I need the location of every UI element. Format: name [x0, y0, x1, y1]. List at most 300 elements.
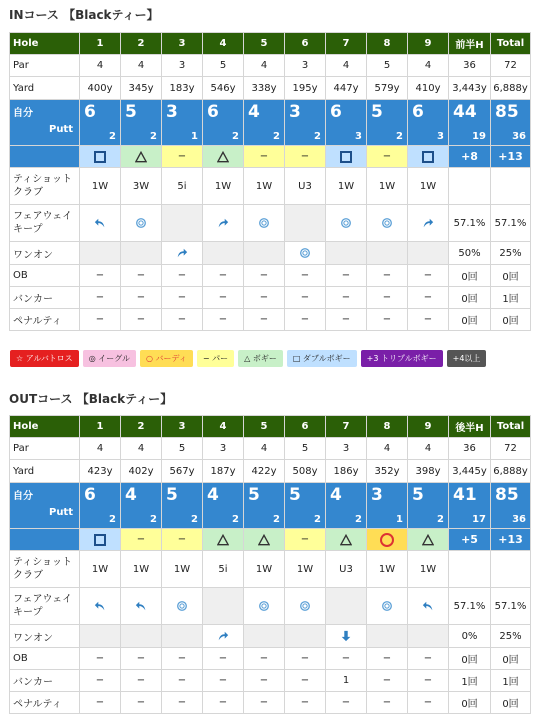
header-row — [10, 33, 531, 55]
one-on-cell — [408, 242, 449, 265]
one-on-label: ワンオン — [10, 242, 80, 265]
header-row-cell: 4 — [203, 33, 244, 55]
bunker-row-cell: 1 — [326, 670, 367, 692]
result-cell — [367, 529, 408, 551]
stroke-count: 44 — [453, 102, 477, 122]
fairway-cell — [408, 205, 449, 242]
penalty-row-cell: − — [326, 309, 367, 331]
putt-count: 2 — [355, 514, 362, 525]
bunker-row — [10, 670, 531, 692]
ob-row-cell: − — [162, 265, 203, 287]
double-circle-icon — [381, 600, 393, 612]
par-row-cell: 4 — [408, 55, 449, 77]
yard-row-cell: 186y — [326, 460, 367, 483]
tee-club-cell — [449, 168, 491, 205]
par-row — [10, 55, 531, 77]
tee-club-cell: U3 — [326, 551, 367, 588]
fairway-label: フェアウェイキープ — [10, 588, 80, 625]
tee-club-cell: 1W — [80, 168, 121, 205]
fairway-cell — [326, 205, 367, 242]
one-on-cell — [285, 242, 326, 265]
stroke-count: 6 — [84, 485, 96, 505]
par-row-cell: 5 — [162, 438, 203, 460]
putt-count: 2 — [273, 514, 280, 525]
par-row-cell: 4 — [80, 438, 121, 460]
bunker-row-cell: 1回 — [491, 670, 531, 692]
penalty-row-cell: − — [367, 309, 408, 331]
result-row — [10, 529, 531, 551]
one-on-row — [10, 625, 531, 648]
fairway-row — [10, 205, 531, 242]
par-row-cell: 4 — [121, 55, 162, 77]
right-arrow-icon — [176, 247, 188, 259]
penalty-row-cell: 0回 — [449, 692, 491, 714]
fairway-cell — [244, 588, 285, 625]
dash-icon: − — [136, 534, 146, 545]
penalty-row-cell: − — [285, 692, 326, 714]
result-cell — [203, 529, 244, 551]
header-row-cell: 前半H — [449, 33, 491, 55]
legend-item: ◎ イーグル — [83, 350, 136, 367]
out-course-title: OUTコース 【Blackティー】 — [9, 392, 173, 406]
tee-club-cell: 1W — [80, 551, 121, 588]
yard-row-cell: 398y — [408, 460, 449, 483]
putt-count: 1 — [191, 131, 198, 142]
penalty-row-cell: − — [80, 309, 121, 331]
one-on-cell — [121, 242, 162, 265]
header-row-cell: 1 — [80, 33, 121, 55]
bunker-row-cell: 1回 — [449, 670, 491, 692]
tee-club-cell: 1W — [326, 168, 367, 205]
yard-row-cell: 345y — [121, 77, 162, 100]
out-scorecard-table — [9, 415, 531, 714]
triangle-icon — [217, 534, 229, 546]
putt-count: 2 — [191, 514, 198, 525]
tee-club-cell: 3W — [121, 168, 162, 205]
one-on-pct: 0% — [449, 625, 491, 648]
result-sum-cell: +13 — [491, 146, 531, 168]
triangle-icon — [135, 151, 147, 163]
ob-row-cell: 0回 — [449, 648, 491, 670]
par-row — [10, 438, 531, 460]
putt-count: 36 — [512, 514, 526, 525]
fairway-label: フェアウェイキープ — [10, 205, 80, 242]
result-cell — [244, 529, 285, 551]
penalty-row-cell: − — [244, 309, 285, 331]
yard-row-cell: 3,445y — [449, 460, 491, 483]
penalty-row-cell: − — [408, 309, 449, 331]
putt-count: 2 — [109, 514, 116, 525]
ob-row-cell: 0回 — [491, 648, 531, 670]
putt-count: 2 — [232, 514, 239, 525]
result-sum-cell: +8 — [449, 146, 491, 168]
result-cell — [326, 146, 367, 168]
yard-row-cell: 410y — [408, 77, 449, 100]
ob-row-cell: − — [162, 648, 203, 670]
score-cell — [408, 483, 449, 529]
bunker-row-cell: − — [203, 287, 244, 309]
ob-row-cell: − — [367, 265, 408, 287]
bunker-row-cell: − — [162, 670, 203, 692]
legend-item: +3 トリプルボギー — [361, 350, 443, 367]
fairway-cell — [244, 205, 285, 242]
one-on-label: ワンオン — [10, 625, 80, 648]
ob-row-cell: − — [326, 648, 367, 670]
yard-row-cell: 183y — [162, 77, 203, 100]
tee-club-cell: U3 — [285, 168, 326, 205]
legend-item: +4以上 — [447, 350, 487, 367]
penalty-row-cell: − — [121, 309, 162, 331]
one-on-cell — [367, 625, 408, 648]
header-row-cell: 4 — [203, 416, 244, 438]
result-label-cell — [10, 529, 80, 551]
fairway-cell — [367, 205, 408, 242]
left-arrow-icon — [135, 600, 147, 612]
left-arrow-icon — [94, 217, 106, 229]
double-circle-icon — [176, 600, 188, 612]
bunker-row-label: バンカー — [10, 670, 80, 692]
tee-club-cell: 1W — [408, 168, 449, 205]
double-circle-icon — [340, 217, 352, 229]
tee-club-cell — [491, 168, 531, 205]
bunker-row — [10, 287, 531, 309]
penalty-row-cell: 0回 — [449, 309, 491, 331]
result-row — [10, 146, 531, 168]
header-row — [10, 416, 531, 438]
double-circle-icon — [258, 600, 270, 612]
in-course-title: INコース 【Blackティー】 — [9, 8, 159, 22]
par-row-cell: 3 — [162, 55, 203, 77]
ob-row-cell: − — [244, 648, 285, 670]
par-row-cell: 4 — [121, 438, 162, 460]
stroke-count: 6 — [84, 102, 96, 122]
result-cell — [408, 146, 449, 168]
penalty-row-cell: − — [121, 692, 162, 714]
tee-club-cell: 1W — [408, 551, 449, 588]
result-cell — [121, 529, 162, 551]
par-row-cell: 5 — [203, 55, 244, 77]
one-on-pct: 50% — [449, 242, 491, 265]
one-on-cell — [162, 625, 203, 648]
one-on-cell — [285, 625, 326, 648]
fairway-cell — [326, 588, 367, 625]
putt-count: 2 — [109, 131, 116, 142]
putt-count: 1 — [396, 514, 403, 525]
result-cell — [244, 146, 285, 168]
tee-club-cell: 5i — [203, 551, 244, 588]
bunker-row-cell: − — [80, 670, 121, 692]
putt-count: 19 — [472, 131, 486, 142]
one-on-cell — [408, 625, 449, 648]
tee-club-cell: 1W — [367, 168, 408, 205]
yard-row-cell: 352y — [367, 460, 408, 483]
par-row-cell: 4 — [80, 55, 121, 77]
header-row-cell: Total — [491, 416, 531, 438]
par-row-cell: 5 — [367, 55, 408, 77]
penalty-row-cell: − — [80, 692, 121, 714]
stroke-count: 4 — [330, 485, 342, 505]
result-cell — [326, 529, 367, 551]
ob-row-cell: − — [367, 648, 408, 670]
dash-icon: − — [382, 151, 392, 162]
stroke-count: 3 — [371, 485, 383, 505]
header-row-cell: 8 — [367, 33, 408, 55]
header-row-cell: 3 — [162, 33, 203, 55]
score-cell — [408, 100, 449, 146]
par-row-cell: 3 — [326, 438, 367, 460]
result-label-cell — [10, 146, 80, 168]
ob-row-cell: − — [285, 648, 326, 670]
double-circle-icon — [381, 217, 393, 229]
penalty-row-cell: − — [367, 692, 408, 714]
bunker-row-cell: − — [285, 670, 326, 692]
one-on-row — [10, 242, 531, 265]
ob-row — [10, 648, 531, 670]
yard-row-cell: 195y — [285, 77, 326, 100]
par-row-cell: 4 — [244, 438, 285, 460]
ob-row-cell: − — [244, 265, 285, 287]
stroke-count: 5 — [248, 485, 260, 505]
result-cell — [203, 146, 244, 168]
right-arrow-icon — [217, 217, 229, 229]
fairway-cell — [162, 588, 203, 625]
penalty-row-cell: − — [408, 692, 449, 714]
one-on-cell — [326, 242, 367, 265]
fairway-pct: 57.1% — [449, 588, 491, 625]
bunker-row-label: バンカー — [10, 287, 80, 309]
one-on-cell — [367, 242, 408, 265]
penalty-row-cell: − — [285, 309, 326, 331]
fairway-cell — [408, 588, 449, 625]
putt-count: 2 — [273, 131, 280, 142]
score-cell — [80, 100, 121, 146]
penalty-row-cell: 0回 — [491, 692, 531, 714]
header-row-cell: 6 — [285, 416, 326, 438]
yard-row-cell: 447y — [326, 77, 367, 100]
tee-club-cell: 1W — [367, 551, 408, 588]
score-cell — [244, 100, 285, 146]
double-circle-icon — [258, 217, 270, 229]
score-cell — [491, 100, 531, 146]
putt-count: 2 — [150, 131, 157, 142]
fairway-row — [10, 588, 531, 625]
par-row-cell: 5 — [285, 438, 326, 460]
bunker-row-cell: − — [121, 670, 162, 692]
bunker-row-cell: − — [367, 670, 408, 692]
header-row-cell: 3 — [162, 416, 203, 438]
stroke-count: 6 — [207, 102, 219, 122]
triangle-icon — [258, 534, 270, 546]
par-row-cell: 4 — [326, 55, 367, 77]
ob-row-cell: − — [203, 265, 244, 287]
penalty-row-cell: − — [326, 692, 367, 714]
putt-count: 2 — [437, 514, 444, 525]
score-cell — [121, 483, 162, 529]
fairway-cell — [203, 588, 244, 625]
legend-item: − パー — [197, 350, 234, 367]
yard-row-cell: 3,443y — [449, 77, 491, 100]
fairway-cell — [285, 205, 326, 242]
par-row-cell: 3 — [203, 438, 244, 460]
legend-item: △ ボギー — [238, 350, 283, 367]
putt-count: 2 — [396, 131, 403, 142]
result-cell — [80, 529, 121, 551]
par-row-cell: 72 — [491, 438, 531, 460]
stroke-count: 6 — [412, 102, 424, 122]
header-row-cell: 2 — [121, 33, 162, 55]
score-cell — [121, 100, 162, 146]
square-icon — [94, 151, 106, 163]
yard-row-cell: 422y — [244, 460, 285, 483]
down-arrow-icon — [340, 630, 352, 642]
yard-row-cell: 187y — [203, 460, 244, 483]
fairway-cell — [285, 588, 326, 625]
double-circle-icon — [299, 600, 311, 612]
stroke-count: 5 — [166, 485, 178, 505]
header-row-cell: 7 — [326, 416, 367, 438]
tee-club-label: ティショットクラブ — [10, 551, 80, 588]
putt-count: 17 — [472, 514, 486, 525]
right-arrow-icon — [422, 217, 434, 229]
score-cell — [162, 483, 203, 529]
ob-row-cell: − — [326, 265, 367, 287]
dash-icon: − — [300, 151, 310, 162]
stroke-count: 5 — [289, 485, 301, 505]
ob-row-cell: − — [408, 648, 449, 670]
fairway-pct: 57.1% — [491, 588, 531, 625]
ob-row-label: OB — [10, 265, 80, 287]
bunker-row-cell: − — [244, 670, 285, 692]
header-row-cell: Total — [491, 33, 531, 55]
bunker-row-cell: 1回 — [491, 287, 531, 309]
header-row-cell: 5 — [244, 416, 285, 438]
score-cell — [80, 483, 121, 529]
one-on-cell — [244, 625, 285, 648]
fairway-cell — [203, 205, 244, 242]
score-row — [10, 100, 531, 146]
fairway-cell — [121, 205, 162, 242]
penalty-row-cell: − — [162, 309, 203, 331]
header-row-cell: 1 — [80, 416, 121, 438]
score-cell — [203, 483, 244, 529]
penalty-row-cell: − — [244, 692, 285, 714]
yard-row — [10, 460, 531, 483]
header-row-cell: 後半H — [449, 416, 491, 438]
one-on-cell — [244, 242, 285, 265]
result-cell — [80, 146, 121, 168]
right-arrow-icon — [217, 630, 229, 642]
ob-row — [10, 265, 531, 287]
legend-item: ○ バーディ — [140, 350, 193, 367]
header-row-cell: 8 — [367, 416, 408, 438]
fairway-cell — [80, 588, 121, 625]
par-row-cell: 4 — [244, 55, 285, 77]
putt-count: 2 — [150, 514, 157, 525]
par-row-cell: 4 — [408, 438, 449, 460]
score-legend — [10, 350, 486, 367]
fairway-pct: 57.1% — [491, 205, 531, 242]
self-label: 自分 — [13, 108, 33, 119]
result-sum-cell: +13 — [491, 529, 531, 551]
score-cell — [244, 483, 285, 529]
bunker-row-cell: − — [408, 670, 449, 692]
bunker-row-cell: − — [285, 287, 326, 309]
fairway-pct: 57.1% — [449, 205, 491, 242]
result-cell — [121, 146, 162, 168]
double-circle-icon — [135, 217, 147, 229]
score-cell — [367, 483, 408, 529]
bunker-row-cell: − — [408, 287, 449, 309]
tee-club-cell — [491, 551, 531, 588]
stroke-count: 5 — [371, 102, 383, 122]
ob-row-cell: − — [285, 265, 326, 287]
header-row-cell: 9 — [408, 416, 449, 438]
result-cell — [367, 146, 408, 168]
tee-club-cell: 1W — [203, 168, 244, 205]
dash-icon: − — [177, 534, 187, 545]
one-on-cell — [326, 625, 367, 648]
penalty-row — [10, 309, 531, 331]
score-cell — [285, 100, 326, 146]
one-on-pct: 25% — [491, 625, 531, 648]
fairway-cell — [121, 588, 162, 625]
ob-row-cell: − — [121, 265, 162, 287]
stroke-count: 4 — [207, 485, 219, 505]
self-label: 自分 — [13, 491, 33, 502]
yard-row-label: Yard — [10, 77, 80, 100]
bunker-row-cell: − — [326, 287, 367, 309]
stroke-count: 41 — [453, 485, 477, 505]
score-cell — [285, 483, 326, 529]
score-label-cell — [10, 100, 80, 146]
square-icon — [94, 534, 106, 546]
result-cell — [162, 529, 203, 551]
stroke-count: 85 — [495, 485, 519, 505]
par-row-cell: 36 — [449, 55, 491, 77]
stroke-count: 5 — [125, 102, 137, 122]
bunker-row-cell: − — [244, 287, 285, 309]
fairway-cell — [162, 205, 203, 242]
stroke-count: 5 — [412, 485, 424, 505]
putt-label: Putt — [48, 507, 73, 518]
one-on-cell — [80, 625, 121, 648]
header-row-cell: 9 — [408, 33, 449, 55]
score-label-cell — [10, 483, 80, 529]
putt-label: Putt — [48, 124, 73, 135]
penalty-row-cell: − — [162, 692, 203, 714]
ob-row-cell: − — [80, 265, 121, 287]
header-row-label: Hole — [10, 33, 80, 55]
tee-club-cell: 1W — [121, 551, 162, 588]
bunker-row-cell: 0回 — [449, 287, 491, 309]
header-row-cell: 5 — [244, 33, 285, 55]
stroke-count: 6 — [330, 102, 342, 122]
par-row-cell: 3 — [285, 55, 326, 77]
fairway-cell — [80, 205, 121, 242]
yard-row-cell: 338y — [244, 77, 285, 100]
bunker-row-cell: − — [80, 287, 121, 309]
penalty-row-cell: − — [203, 692, 244, 714]
one-on-cell — [203, 625, 244, 648]
yard-row-cell: 579y — [367, 77, 408, 100]
ob-row-cell: 0回 — [491, 265, 531, 287]
dash-icon: − — [259, 151, 269, 162]
ob-row-cell: − — [203, 648, 244, 670]
par-row-cell: 72 — [491, 55, 531, 77]
tee-club-row — [10, 168, 531, 205]
score-cell — [491, 483, 531, 529]
yard-row-cell: 6,888y — [491, 77, 531, 100]
